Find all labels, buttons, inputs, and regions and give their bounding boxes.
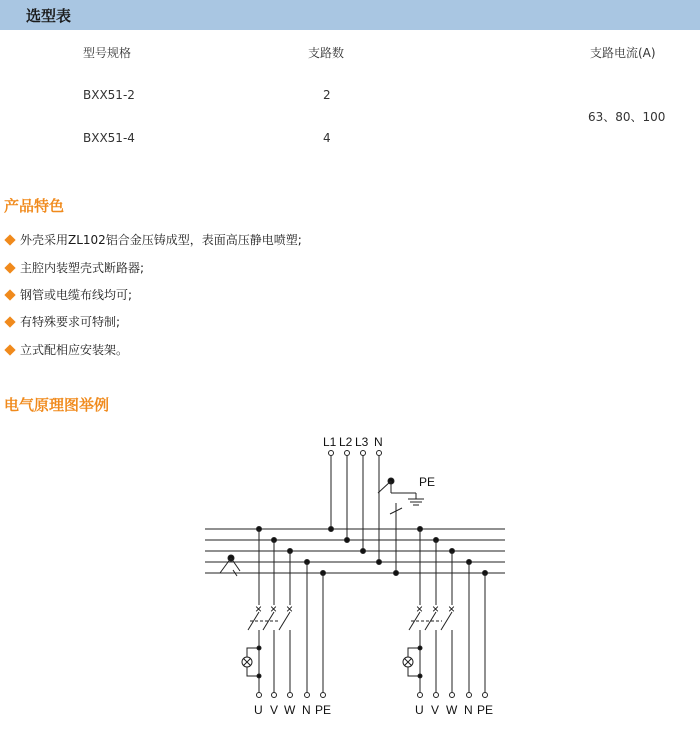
- feature-item: 立式配相应安装架。: [4, 341, 128, 358]
- input-label-l3: L3: [355, 435, 369, 449]
- output-label: N: [302, 703, 311, 717]
- branch-right: [403, 527, 488, 698]
- junction-dot: [394, 571, 399, 576]
- junction-dot: [361, 549, 366, 554]
- selection-table-header: [0, 0, 700, 30]
- svg-text:×: ×: [448, 602, 456, 616]
- svg-text:×: ×: [255, 602, 263, 616]
- input-label-l1: L1: [323, 435, 337, 449]
- junction-dot: [345, 538, 350, 543]
- output-label: V: [431, 703, 440, 717]
- output-label: V: [270, 703, 279, 717]
- ground-label: PE: [419, 475, 436, 489]
- feature-item: 外壳采用ZL102铝合金压铸成型，表面高压静电喷塑;: [4, 231, 302, 248]
- output-label: U: [254, 703, 263, 717]
- current-values: 63、80、100: [588, 110, 666, 124]
- table-row-model: BXX51-2: [83, 88, 135, 102]
- diamond-bullet-icon: [4, 289, 15, 300]
- diamond-bullet-icon: [4, 344, 15, 355]
- svg-text:×: ×: [432, 602, 440, 616]
- branch-left: [242, 527, 326, 698]
- input-terminal: [345, 451, 350, 456]
- col-header-current: 支路电流(A): [590, 46, 656, 60]
- input-terminal: [329, 451, 334, 456]
- table-row-model: BXX51-4: [83, 131, 135, 145]
- table-row-branches: 4: [323, 131, 331, 145]
- diagram-title: 电气原理图举例: [4, 396, 110, 414]
- output-label: W: [446, 703, 458, 717]
- circuit-diagram: [0, 420, 700, 725]
- output-label: PE: [477, 703, 494, 717]
- col-header-branches: 支路数: [308, 46, 345, 60]
- diamond-bullet-icon: [4, 262, 15, 273]
- output-label: N: [464, 703, 473, 717]
- table-row-branches: 2: [323, 88, 331, 102]
- input-label-l2: L2: [339, 435, 353, 449]
- input-label-n: N: [374, 435, 383, 449]
- feature-item: 钢管或电缆布线均可;: [4, 286, 132, 303]
- svg-text:×: ×: [286, 602, 294, 616]
- output-label: W: [284, 703, 296, 717]
- input-terminal: [377, 451, 382, 456]
- junction-dot: [329, 527, 334, 532]
- junction-dot: [377, 560, 382, 565]
- input-terminal: [361, 451, 366, 456]
- feature-item: 主腔内装塑壳式断路器;: [4, 259, 144, 276]
- diamond-bullet-icon: [4, 234, 15, 245]
- svg-text:×: ×: [416, 602, 424, 616]
- features-title: 产品特色: [4, 197, 65, 215]
- svg-text:×: ×: [270, 602, 278, 616]
- diamond-bullet-icon: [4, 316, 15, 327]
- page-title: 选型表: [26, 7, 72, 25]
- col-header-model: 型号规格: [83, 46, 132, 60]
- output-label: PE: [315, 703, 332, 717]
- output-label: U: [415, 703, 424, 717]
- feature-item: 有特殊要求可特制;: [4, 313, 120, 330]
